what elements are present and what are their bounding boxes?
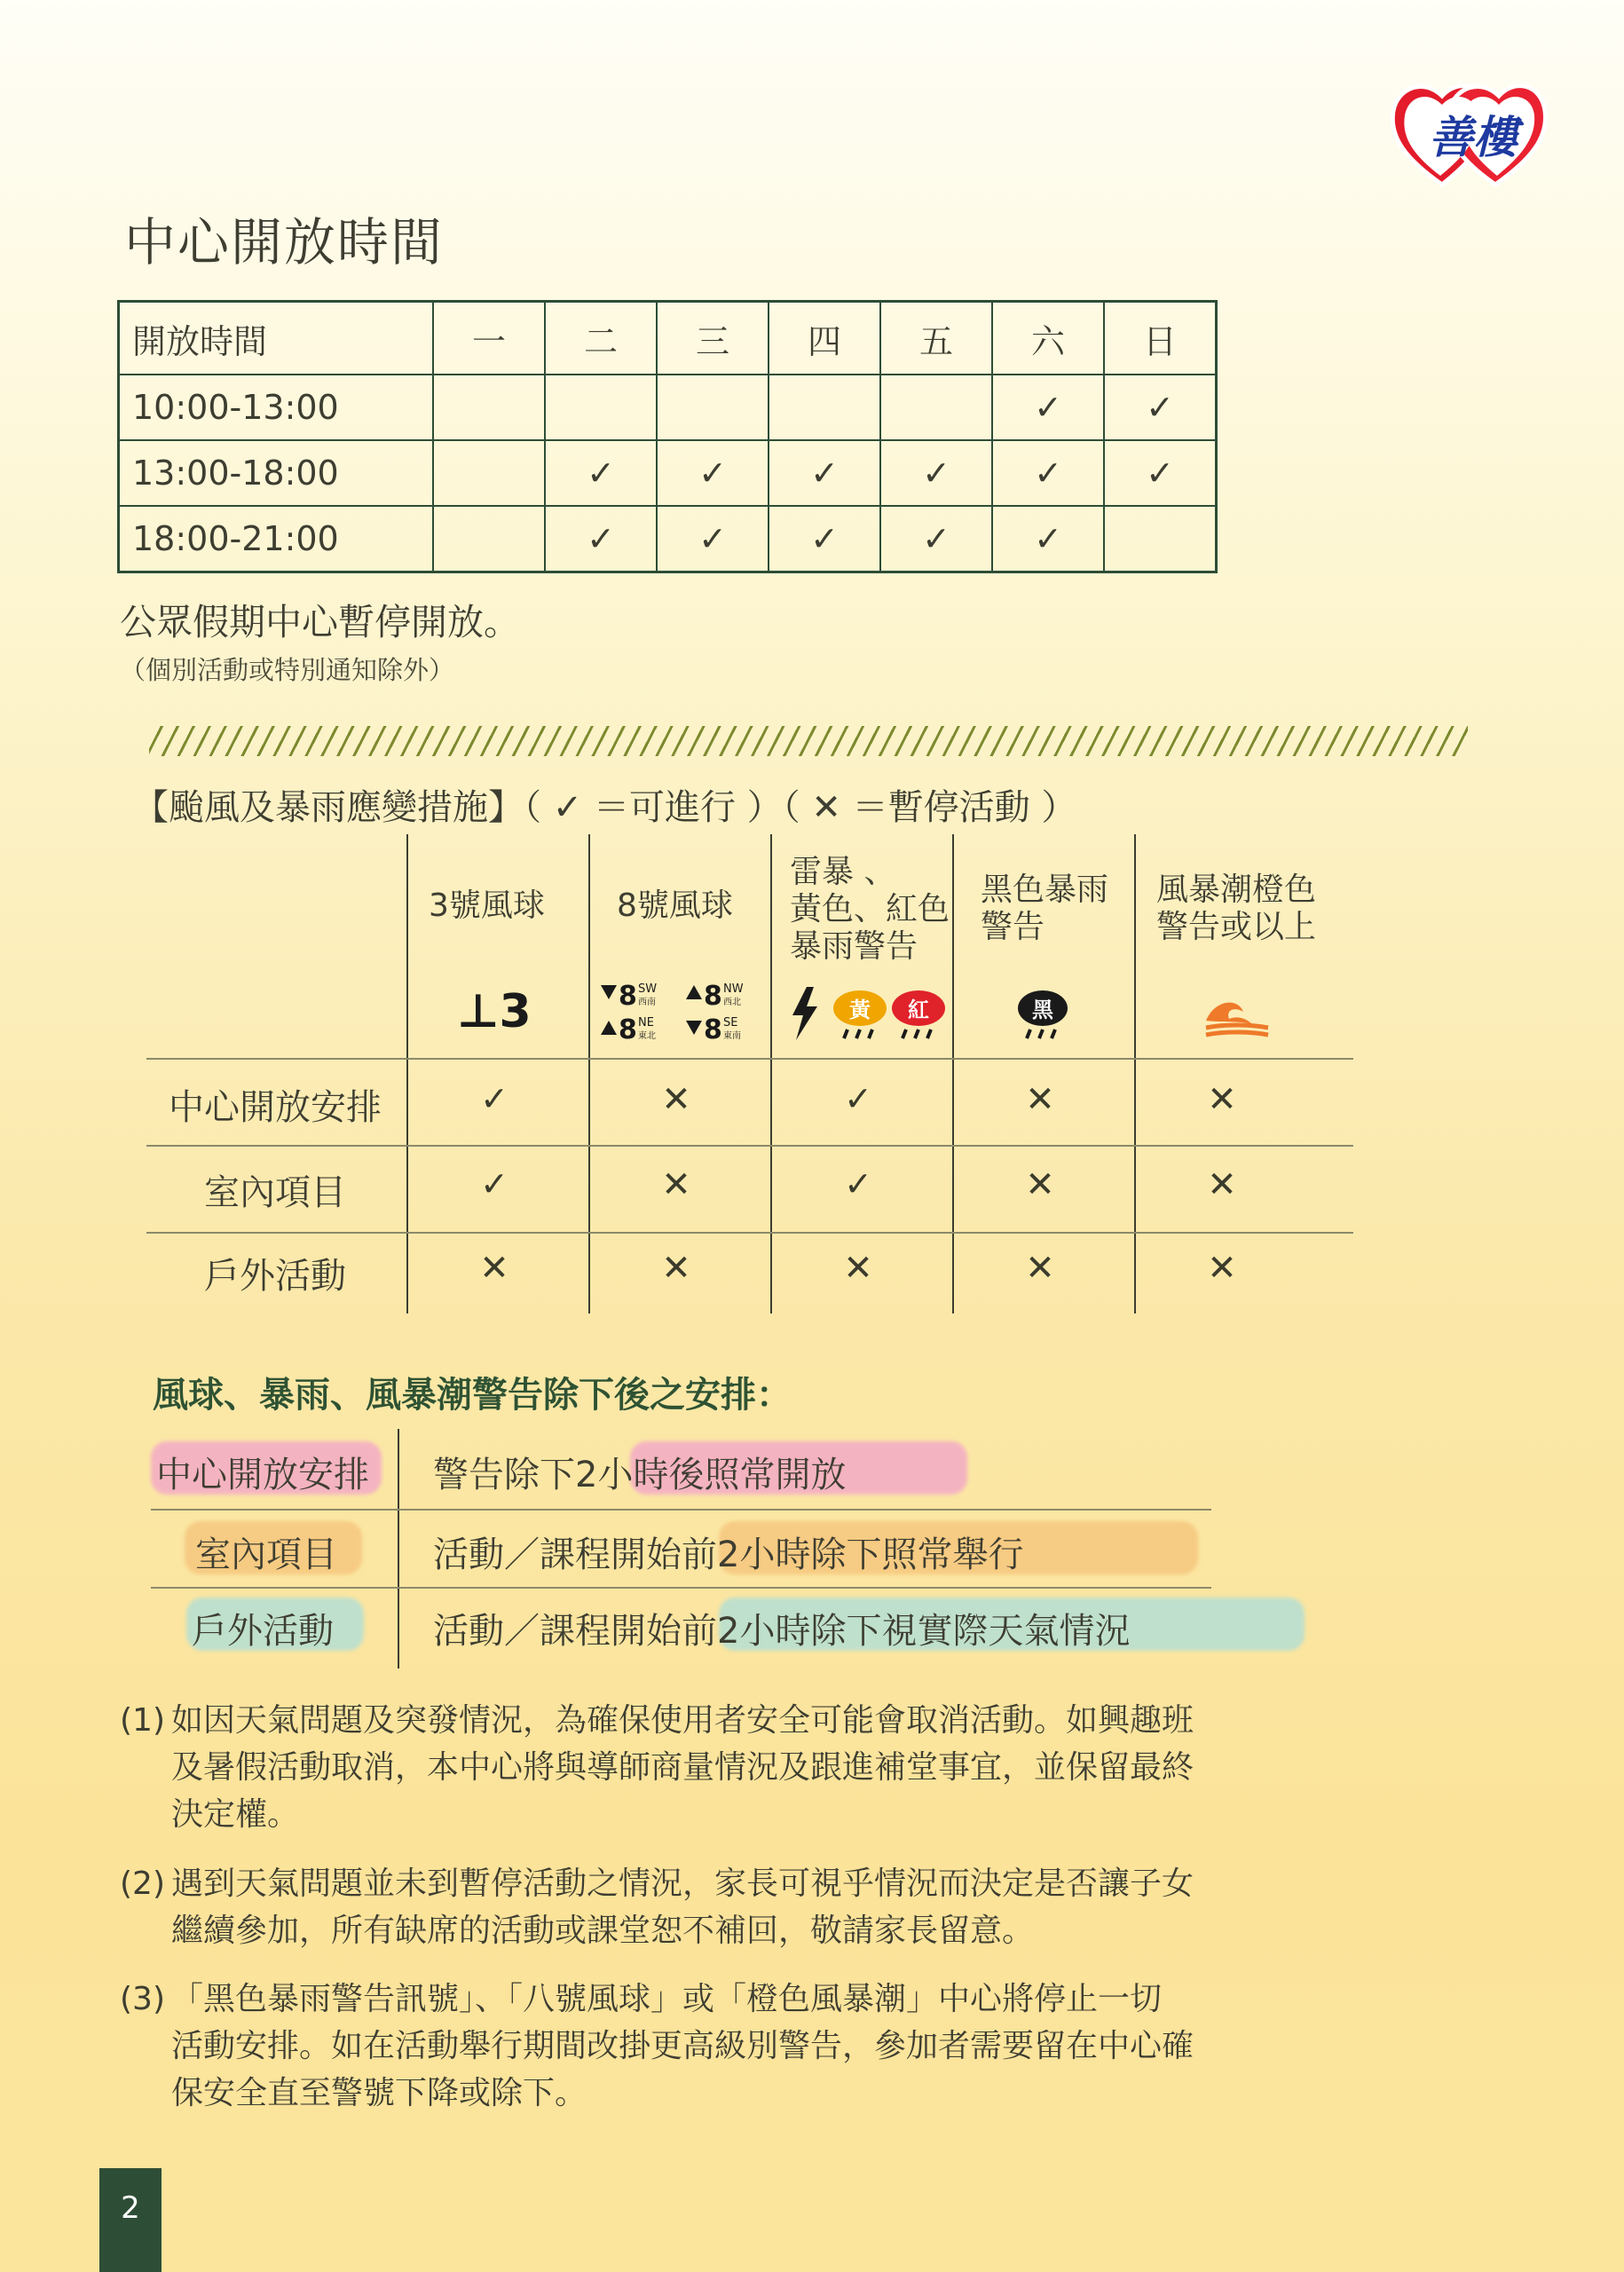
day-cell: ✓ bbox=[1104, 375, 1217, 440]
grid-line bbox=[1134, 834, 1136, 1314]
table-row bbox=[119, 506, 1217, 572]
column-header-line: 黑色暴雨 bbox=[981, 872, 1109, 908]
hours-header-cell: 四 bbox=[769, 302, 880, 375]
measure-mark: ✕ bbox=[1207, 1164, 1237, 1205]
note-line: 及暑假活動取消，本中心將與導師商量情況及跟進補堂事宜，並保留最終 bbox=[171, 1749, 1194, 1786]
holiday-note: （個別活動或特別通知除外） bbox=[120, 655, 455, 685]
typhoon-signal-3-icon: ⊥3 bbox=[457, 985, 532, 1038]
hours-header-cell: 二 bbox=[545, 302, 657, 375]
thunderstorm-rainstorm-icon bbox=[787, 985, 947, 1042]
hatch-divider bbox=[149, 726, 1468, 756]
measure-mark: ✕ bbox=[1207, 1248, 1237, 1289]
note-line: 保安全直至警號下降或除下。 bbox=[171, 2075, 587, 2111]
signal-dir: SW bbox=[638, 982, 658, 996]
day-cell: ✓ bbox=[880, 440, 992, 506]
page-title: 中心開放時間 bbox=[124, 212, 445, 272]
signal-dir-cn: 西北 bbox=[723, 998, 741, 1007]
hours-header-cell: 六 bbox=[992, 302, 1104, 375]
column-header-line: 警告或以上 bbox=[1156, 909, 1317, 945]
grid-line bbox=[146, 1232, 1353, 1234]
center-logo bbox=[1389, 71, 1557, 195]
after-row-label: 戶外活動 bbox=[192, 1611, 334, 1652]
column-header bbox=[981, 872, 1108, 946]
after-row-label: 中心開放安排 bbox=[156, 1455, 369, 1495]
table-row bbox=[119, 375, 1217, 440]
note-line: 如因天氣問題及突發情況，為確保使用者安全可能會取消活動。如興趣班 bbox=[171, 1702, 1194, 1739]
signal-dir: SE bbox=[723, 1016, 738, 1030]
measure-mark: ✕ bbox=[661, 1079, 691, 1120]
day-cell bbox=[880, 375, 992, 440]
measure-mark: ✕ bbox=[1025, 1079, 1055, 1120]
column-header-line: 暴雨警告 bbox=[790, 928, 918, 965]
signal-dir: NE bbox=[638, 1016, 654, 1030]
measure-mark: ✕ bbox=[661, 1248, 691, 1289]
day-cell: ✓ bbox=[545, 440, 657, 506]
day-cell: ✓ bbox=[769, 506, 880, 572]
note-number: (1) bbox=[120, 1702, 165, 1739]
after-warning-table bbox=[151, 1429, 1216, 1668]
grid-line bbox=[146, 1145, 1353, 1147]
measure-mark: ✓ bbox=[844, 1164, 872, 1203]
after-row-text: 警告除下2小時後照常開放 bbox=[433, 1455, 847, 1495]
amber-label: 黃 bbox=[849, 998, 871, 1022]
grid-line bbox=[151, 1587, 1211, 1589]
row-label: 戶外活動 bbox=[204, 1256, 346, 1297]
note-number: (3) bbox=[120, 1981, 165, 2017]
measure-mark: ✕ bbox=[843, 1248, 873, 1289]
note-line: 決定權。 bbox=[171, 1796, 300, 1833]
day-cell: ✓ bbox=[769, 440, 880, 506]
hours-header-cell: 三 bbox=[657, 302, 769, 375]
storm-surge-icon bbox=[1202, 994, 1273, 1038]
logo-text: 善樓 bbox=[1429, 111, 1518, 163]
signal-digit: 8 bbox=[619, 981, 637, 1012]
column-header bbox=[429, 888, 545, 925]
row-label: 中心開放安排 bbox=[169, 1087, 382, 1128]
measure-mark: ✕ bbox=[1025, 1248, 1055, 1289]
signal-digit: 8 bbox=[704, 981, 722, 1012]
measure-mark: ✓ bbox=[844, 1079, 872, 1118]
column-header-line: 風暴潮橙色 bbox=[1156, 872, 1317, 908]
signal-arrow-icon bbox=[686, 1021, 702, 1035]
measure-mark: ✕ bbox=[661, 1164, 691, 1205]
note-line: 繼續參加，所有缺席的活動或課堂恕不補回，敬請家長留意。 bbox=[171, 1913, 1035, 1949]
page-number: 2 bbox=[121, 2190, 140, 2226]
measure-mark: ✕ bbox=[1025, 1164, 1055, 1205]
measure-mark: ✓ bbox=[480, 1164, 508, 1203]
typhoon-signal-8-icon bbox=[597, 980, 766, 1044]
signal-arrow-icon bbox=[686, 985, 702, 999]
day-cell bbox=[657, 375, 769, 440]
grid-line bbox=[588, 834, 590, 1314]
column-header-line: 3號風球 bbox=[429, 888, 545, 924]
signal-digit: 8 bbox=[619, 1014, 637, 1044]
opening-hours-table bbox=[117, 300, 1218, 573]
lightning-icon bbox=[792, 987, 817, 1040]
day-cell: ✓ bbox=[992, 506, 1104, 572]
note-3 bbox=[120, 1976, 1194, 2117]
column-header bbox=[617, 888, 733, 925]
day-cell: ✓ bbox=[992, 375, 1104, 440]
typhoon-measures-table bbox=[146, 834, 1353, 1314]
after-row-text: 活動／課程開始前2小時除下視實際天氣情況 bbox=[433, 1611, 1131, 1652]
column-header bbox=[790, 854, 950, 966]
column-header-line: 雷暴 、 bbox=[790, 854, 896, 890]
grid-line bbox=[146, 1058, 1353, 1060]
black-label: 黑 bbox=[1032, 998, 1053, 1022]
signal-arrow-icon bbox=[601, 1021, 617, 1035]
signal-dir-cn: 東北 bbox=[638, 1031, 656, 1041]
day-cell: ✓ bbox=[657, 440, 769, 506]
day-cell bbox=[433, 375, 545, 440]
grid-line bbox=[952, 834, 954, 1314]
hours-header-cell: 五 bbox=[880, 302, 992, 375]
signal-dir-cn: 東南 bbox=[723, 1031, 741, 1041]
note-2 bbox=[120, 1860, 1194, 1954]
day-cell: ✓ bbox=[880, 506, 992, 572]
column-header-line: 8號風球 bbox=[617, 888, 733, 924]
note-1 bbox=[120, 1697, 1194, 1838]
column-header-line: 警告 bbox=[981, 909, 1045, 945]
time-slot: 18:00-21:00 bbox=[119, 506, 434, 572]
grid-line bbox=[151, 1509, 1211, 1511]
holiday-notice: 公眾假期中心暫停開放。 bbox=[120, 601, 520, 643]
table-row bbox=[119, 440, 1217, 506]
day-cell: ✓ bbox=[1104, 440, 1217, 506]
note-number: (2) bbox=[120, 1866, 165, 1902]
after-warning-title: 風球、暴雨、風暴潮警告除下後之安排： bbox=[153, 1375, 792, 1416]
grid-line bbox=[398, 1429, 399, 1668]
day-cell: ✓ bbox=[992, 440, 1104, 506]
column-header bbox=[1156, 872, 1316, 946]
time-slot: 10:00-13:00 bbox=[119, 375, 434, 440]
red-label: 紅 bbox=[908, 998, 929, 1022]
time-slot: 13:00-18:00 bbox=[119, 440, 434, 506]
black-rainstorm-icon bbox=[1014, 985, 1071, 1042]
hours-header-cell: 一 bbox=[433, 302, 545, 375]
measure-mark: ✕ bbox=[479, 1248, 509, 1289]
after-row-label: 室內項目 bbox=[195, 1534, 337, 1575]
note-line: 遇到天氣問題並未到暫停活動之情況，家長可視乎情況而決定是否讓子女 bbox=[171, 1866, 1194, 1902]
day-cell bbox=[433, 506, 545, 572]
typhoon-section-title: 【颱風及暴雨應變措施】（ ✓ ＝可進行 ）（ ✕ ＝暫停活動 ） bbox=[133, 787, 1077, 828]
after-row-text: 活動／課程開始前2小時除下照常舉行 bbox=[433, 1534, 1024, 1575]
hours-header-cell: 日 bbox=[1104, 302, 1217, 375]
grid-line bbox=[406, 834, 408, 1314]
day-cell bbox=[433, 440, 545, 506]
day-cell bbox=[545, 375, 657, 440]
hours-header-row bbox=[119, 302, 1217, 375]
day-cell: ✓ bbox=[657, 506, 769, 572]
measure-mark: ✕ bbox=[1207, 1079, 1237, 1120]
day-cell: ✓ bbox=[545, 506, 657, 572]
grid-line bbox=[770, 834, 772, 1314]
column-header-line: 黃色、紅色 bbox=[790, 891, 950, 927]
measure-mark: ✓ bbox=[480, 1079, 508, 1118]
signal-dir-cn: 西南 bbox=[638, 998, 656, 1007]
signal-digit: 8 bbox=[704, 1014, 722, 1044]
note-line: 「黑色暴雨警告訊號」、「八號風球」或「橙色風暴潮」中心將停止一切 bbox=[171, 1981, 1163, 2017]
hours-header-cell: 開放時間 bbox=[119, 302, 434, 375]
day-cell bbox=[1104, 506, 1217, 572]
signal-arrow-icon bbox=[601, 985, 617, 999]
day-cell bbox=[769, 375, 880, 440]
note-line: 活動安排。如在活動舉行期間改掛更高級別警告，參加者需要留在中心確 bbox=[171, 2028, 1194, 2064]
signal-dir: NW bbox=[723, 982, 744, 996]
row-label: 室內項目 bbox=[204, 1172, 346, 1213]
